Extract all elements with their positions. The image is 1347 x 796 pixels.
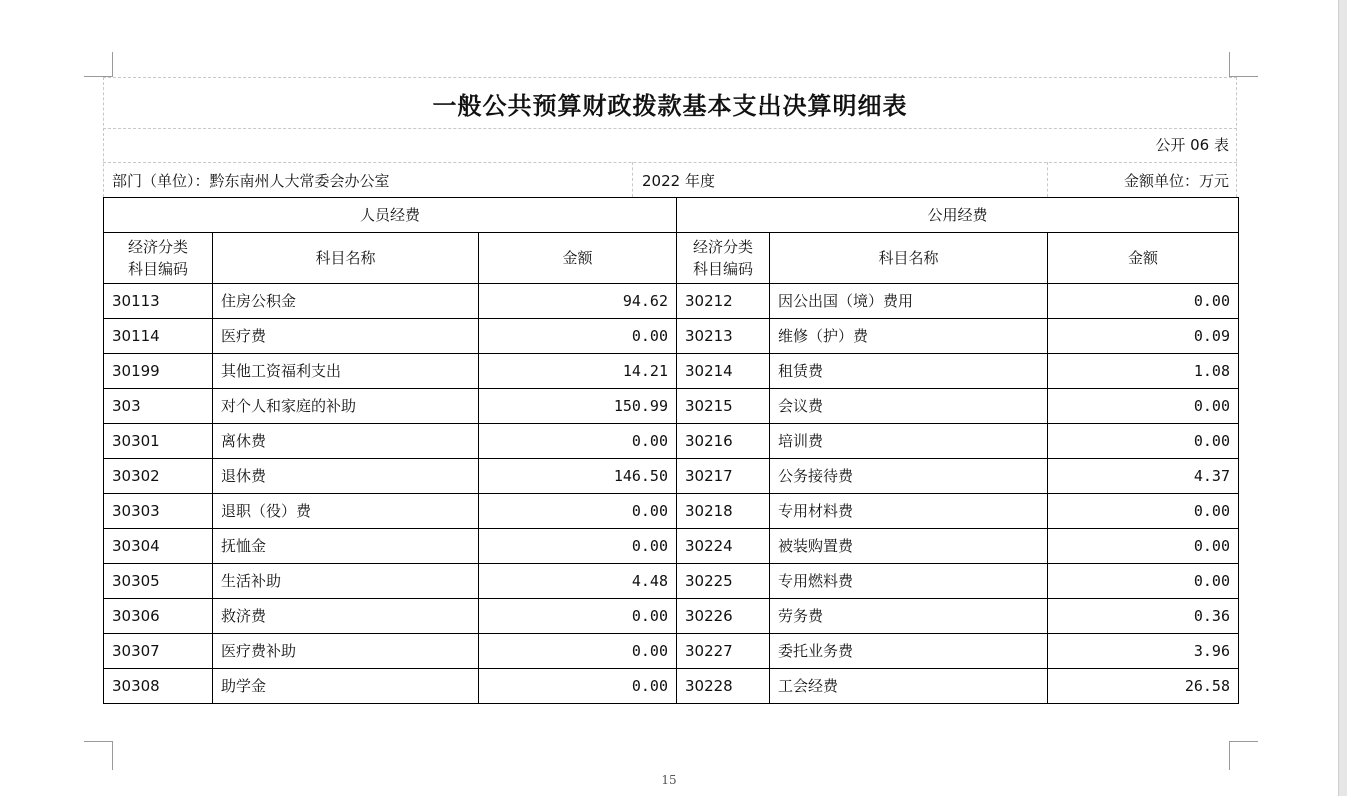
public-name: 公务接待费 bbox=[770, 459, 1048, 494]
personnel-amount: 0.00 bbox=[479, 529, 677, 564]
column-header-code bbox=[104, 233, 213, 284]
column-header-code-line1: 经济分类 bbox=[127, 238, 188, 256]
fiscal-year: 2022 年度 bbox=[642, 172, 715, 190]
personnel-name: 医疗费补助 bbox=[213, 634, 479, 669]
public-code: 30215 bbox=[677, 389, 770, 424]
personnel-amount: 14.21 bbox=[479, 354, 677, 389]
personnel-name: 住房公积金 bbox=[213, 284, 479, 319]
table-row bbox=[104, 354, 1239, 389]
table-row bbox=[104, 459, 1239, 494]
header-divider bbox=[632, 162, 633, 197]
group-header-personnel: 人员经费 bbox=[104, 198, 677, 233]
expenditure-table bbox=[103, 197, 1239, 704]
personnel-code: 30302 bbox=[104, 459, 213, 494]
public-code: 30213 bbox=[677, 319, 770, 354]
personnel-amount: 94.62 bbox=[479, 284, 677, 319]
public-amount: 26.58 bbox=[1048, 669, 1239, 704]
personnel-amount: 150.99 bbox=[479, 389, 677, 424]
crop-mark-bottom-right bbox=[1229, 741, 1258, 770]
public-amount: 4.37 bbox=[1048, 459, 1239, 494]
header-divider bbox=[103, 128, 1237, 129]
column-header-amount: 金额 bbox=[479, 233, 677, 284]
personnel-amount: 0.00 bbox=[479, 319, 677, 354]
personnel-name: 离休费 bbox=[213, 424, 479, 459]
form-number: 公开 06 表 bbox=[1155, 136, 1229, 154]
public-code: 30214 bbox=[677, 354, 770, 389]
page-title: 一般公共预算财政拨款基本支出决算明细表 bbox=[432, 91, 908, 120]
table-row bbox=[104, 424, 1239, 459]
personnel-amount: 4.48 bbox=[479, 564, 677, 599]
column-header-amount: 金额 bbox=[1048, 233, 1239, 284]
public-amount: 0.00 bbox=[1048, 494, 1239, 529]
personnel-amount: 0.00 bbox=[479, 634, 677, 669]
public-code: 30212 bbox=[677, 284, 770, 319]
public-amount: 0.00 bbox=[1048, 564, 1239, 599]
personnel-code: 30305 bbox=[104, 564, 213, 599]
personnel-code: 30301 bbox=[104, 424, 213, 459]
personnel-name: 助学金 bbox=[213, 669, 479, 704]
table-row bbox=[104, 634, 1239, 669]
personnel-name: 退职（役）费 bbox=[213, 494, 479, 529]
personnel-code: 30306 bbox=[104, 599, 213, 634]
public-name: 专用材料费 bbox=[770, 494, 1048, 529]
public-name: 专用燃料费 bbox=[770, 564, 1048, 599]
table-row bbox=[104, 564, 1239, 599]
public-amount: 0.00 bbox=[1048, 424, 1239, 459]
department-label: 部门（单位）：黔东南州人大常委会办公室 bbox=[112, 172, 390, 190]
personnel-name: 对个人和家庭的补助 bbox=[213, 389, 479, 424]
crop-mark-top-right bbox=[1229, 52, 1258, 77]
public-name: 租赁费 bbox=[770, 354, 1048, 389]
column-header-code bbox=[677, 233, 770, 284]
column-header-name: 科目名称 bbox=[213, 233, 479, 284]
column-header-code-line1: 经济分类 bbox=[692, 238, 753, 256]
public-name: 被装购置费 bbox=[770, 529, 1048, 564]
public-code: 30228 bbox=[677, 669, 770, 704]
table-row bbox=[104, 284, 1239, 319]
public-amount: 0.00 bbox=[1048, 389, 1239, 424]
public-amount: 0.36 bbox=[1048, 599, 1239, 634]
public-code: 30224 bbox=[677, 529, 770, 564]
public-amount: 3.96 bbox=[1048, 634, 1239, 669]
table-row bbox=[104, 389, 1239, 424]
personnel-code: 303 bbox=[104, 389, 213, 424]
personnel-amount: 0.00 bbox=[479, 599, 677, 634]
table-row bbox=[104, 494, 1239, 529]
scrollbar-gutter[interactable] bbox=[1338, 0, 1347, 796]
crop-mark-top-left bbox=[84, 52, 113, 77]
column-header-code-line2: 科目编码 bbox=[692, 260, 753, 278]
public-code: 30218 bbox=[677, 494, 770, 529]
public-amount: 0.00 bbox=[1048, 284, 1239, 319]
personnel-code: 30304 bbox=[104, 529, 213, 564]
public-code: 30217 bbox=[677, 459, 770, 494]
personnel-code: 30199 bbox=[104, 354, 213, 389]
table-row bbox=[104, 599, 1239, 634]
personnel-name: 抚恤金 bbox=[213, 529, 479, 564]
personnel-name: 其他工资福利支出 bbox=[213, 354, 479, 389]
public-name: 培训费 bbox=[770, 424, 1048, 459]
table-row bbox=[104, 669, 1239, 704]
personnel-amount: 0.00 bbox=[479, 669, 677, 704]
personnel-name: 医疗费 bbox=[213, 319, 479, 354]
public-name: 维修（护）费 bbox=[770, 319, 1048, 354]
column-header-name: 科目名称 bbox=[770, 233, 1048, 284]
public-amount: 0.00 bbox=[1048, 529, 1239, 564]
personnel-name: 救济费 bbox=[213, 599, 479, 634]
personnel-code: 30307 bbox=[104, 634, 213, 669]
amount-unit: 金额单位：万元 bbox=[1123, 172, 1229, 190]
public-name: 工会经费 bbox=[770, 669, 1048, 704]
public-code: 30216 bbox=[677, 424, 770, 459]
page-number: 15 bbox=[661, 773, 677, 787]
personnel-name: 退休费 bbox=[213, 459, 479, 494]
personnel-amount: 146.50 bbox=[479, 459, 677, 494]
personnel-name: 生活补助 bbox=[213, 564, 479, 599]
personnel-code: 30113 bbox=[104, 284, 213, 319]
personnel-code: 30303 bbox=[104, 494, 213, 529]
public-code: 30227 bbox=[677, 634, 770, 669]
public-name: 委托业务费 bbox=[770, 634, 1048, 669]
personnel-amount: 0.00 bbox=[479, 494, 677, 529]
header-divider bbox=[103, 162, 1237, 163]
public-amount: 0.09 bbox=[1048, 319, 1239, 354]
header-divider bbox=[1047, 162, 1048, 197]
group-header-public: 公用经费 bbox=[677, 198, 1239, 233]
public-name: 劳务费 bbox=[770, 599, 1048, 634]
personnel-amount: 0.00 bbox=[479, 424, 677, 459]
table-row bbox=[104, 529, 1239, 564]
personnel-code: 30114 bbox=[104, 319, 213, 354]
public-code: 30226 bbox=[677, 599, 770, 634]
public-code: 30225 bbox=[677, 564, 770, 599]
column-header-code-line2: 科目编码 bbox=[127, 260, 188, 278]
public-name: 会议费 bbox=[770, 389, 1048, 424]
personnel-code: 30308 bbox=[104, 669, 213, 704]
crop-mark-bottom-left bbox=[84, 741, 113, 770]
public-name: 因公出国（境）费用 bbox=[770, 284, 1048, 319]
table-row bbox=[104, 319, 1239, 354]
public-amount: 1.08 bbox=[1048, 354, 1239, 389]
